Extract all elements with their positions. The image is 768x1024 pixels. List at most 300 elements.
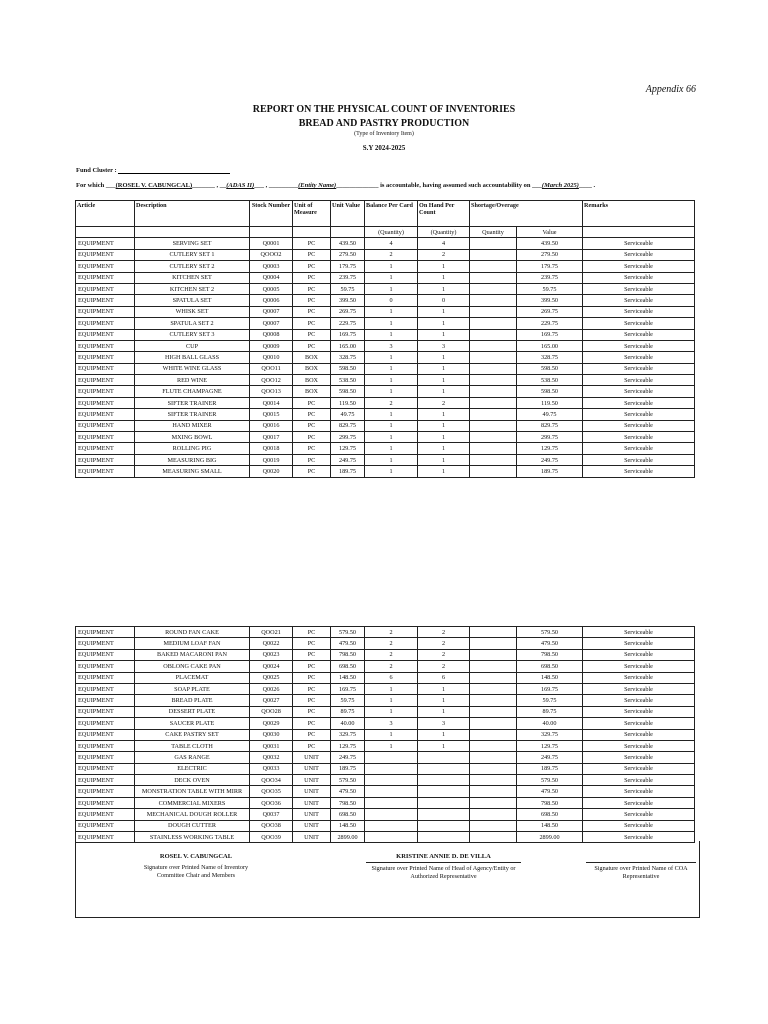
cell-description: CUTLERY SET 2 (135, 261, 250, 272)
subhead-quantity-plain: Quantity (470, 227, 517, 238)
subhead-quantity: (Quantity) (418, 227, 470, 238)
subhead-blank (583, 227, 695, 238)
cell-unit-value: 59.75 (331, 695, 365, 706)
cell-article: EQUIPMENT (76, 820, 135, 831)
cell-article: EQUIPMENT (76, 272, 135, 283)
cell-onhand-qty: 2 (418, 638, 470, 649)
cell-article: EQUIPMENT (76, 375, 135, 386)
cell-description: CUTLERY SET 3 (135, 329, 250, 340)
cell-description: SIFTER TRAINER (135, 397, 250, 408)
cell-stock-number: QOO38 (250, 820, 293, 831)
cell-description: CUTLERY SET 1 (135, 249, 250, 260)
cell-stock-number: QOO21 (250, 627, 293, 638)
cell-onhand-qty (418, 809, 470, 820)
cell-balance-qty: 3 (365, 340, 418, 351)
cell-shortage-value: 229.75 (517, 318, 583, 329)
cell-description: RED WINE (135, 375, 250, 386)
cell-shortage-value: 269.75 (517, 306, 583, 317)
cell-remarks: Serviceable (583, 318, 695, 329)
cell-balance-qty: 2 (365, 638, 418, 649)
th-article: Article (76, 201, 135, 227)
cell-unit: PC (293, 420, 331, 431)
cell-stock-number: Q0032 (250, 752, 293, 763)
cell-description: STAINLESS WORKING TABLE (135, 832, 250, 843)
cell-shortage-qty (470, 809, 517, 820)
th-onhand-label: On Hand Per Count (419, 202, 455, 216)
fund-cluster (76, 167, 230, 174)
cell-shortage-qty (470, 375, 517, 386)
cell-balance-qty: 1 (365, 683, 418, 694)
table-row (76, 306, 695, 317)
cell-remarks: Serviceable (583, 420, 695, 431)
cell-article: EQUIPMENT (76, 786, 135, 797)
cell-balance-qty: 1 (365, 306, 418, 317)
cell-stock-number: Q0015 (250, 409, 293, 420)
cell-article: EQUIPMENT (76, 238, 135, 249)
cell-article: EQUIPMENT (76, 775, 135, 786)
cell-balance-qty: 6 (365, 672, 418, 683)
cell-unit-value: 299.75 (331, 432, 365, 443)
cell-description: MEASURING BIG (135, 454, 250, 465)
cell-article: EQUIPMENT (76, 409, 135, 420)
cell-onhand-qty: 3 (418, 718, 470, 729)
cell-stock-number: Q0026 (250, 683, 293, 694)
cell-description: SIFTER TRAINER (135, 409, 250, 420)
cell-onhand-qty: 1 (418, 329, 470, 340)
cell-shortage-value: 439.50 (517, 238, 583, 249)
cell-unit-value: 148.50 (331, 820, 365, 831)
table-row (76, 295, 695, 306)
cell-balance-qty: 1 (365, 329, 418, 340)
cell-remarks: Serviceable (583, 797, 695, 808)
cell-shortage-value: 179.75 (517, 261, 583, 272)
cell-article: EQUIPMENT (76, 352, 135, 363)
cell-unit: BOX (293, 375, 331, 386)
cell-remarks: Serviceable (583, 306, 695, 317)
cell-description: MECHANICAL DOUGH ROLLER (135, 809, 250, 820)
cell-shortage-value: 479.50 (517, 786, 583, 797)
cell-shortage-value: 249.75 (517, 454, 583, 465)
cell-shortage-qty (470, 397, 517, 408)
cell-stock-number: Q0014 (250, 397, 293, 408)
cell-description: SERVING SET (135, 238, 250, 249)
cell-remarks: Serviceable (583, 386, 695, 397)
cell-onhand-qty: 2 (418, 649, 470, 660)
cell-remarks: Serviceable (583, 352, 695, 363)
cell-description: DESSERT PLATE (135, 706, 250, 717)
table-row (76, 420, 695, 431)
cell-article: EQUIPMENT (76, 763, 135, 774)
fw-sep1: _______ , __ (192, 182, 227, 189)
cell-balance-qty: 0 (365, 295, 418, 306)
report-subtitle: BREAD AND PASTRY PRODUCTION (298, 118, 470, 129)
cell-unit-value: 49.75 (331, 409, 365, 420)
cell-shortage-qty (470, 238, 517, 249)
cell-stock-number: Q0010 (250, 352, 293, 363)
cell-shortage-value: 189.75 (517, 763, 583, 774)
cell-description: WHITE WINE GLASS (135, 363, 250, 374)
cell-unit: PC (293, 340, 331, 351)
table-row (76, 672, 695, 683)
cell-remarks: Serviceable (583, 454, 695, 465)
cell-unit: BOX (293, 352, 331, 363)
cell-shortage-value: 299.75 (517, 432, 583, 443)
table-row (76, 786, 695, 797)
cell-onhand-qty: 4 (418, 238, 470, 249)
committee-chair-caption: Signature over Printed Name of Inventory Committee Chair and Members (143, 864, 249, 879)
cell-onhand-qty (418, 775, 470, 786)
cell-description: GAS RANGE (135, 752, 250, 763)
cell-shortage-qty (470, 661, 517, 672)
th-on-hand-per-count (418, 201, 470, 227)
cell-unit: PC (293, 272, 331, 283)
cell-shortage-qty (470, 672, 517, 683)
cell-remarks: Serviceable (583, 740, 695, 751)
cell-remarks: Serviceable (583, 272, 695, 283)
cell-stock-number: QOO36 (250, 797, 293, 808)
cell-unit: PC (293, 718, 331, 729)
cell-shortage-qty (470, 695, 517, 706)
cell-shortage-value: 59.75 (517, 283, 583, 294)
cell-stock-number: Q0007 (250, 318, 293, 329)
th-unit-value-label: Unit Value (332, 202, 361, 209)
cell-shortage-value: 698.50 (517, 661, 583, 672)
cell-onhand-qty: 1 (418, 352, 470, 363)
head-of-agency-caption: Signature over Printed Name of Head of Agency/Entity or Authorized Representative (366, 862, 521, 880)
fund-cluster-line (118, 167, 230, 174)
cell-balance-qty (365, 752, 418, 763)
cell-shortage-value: 239.75 (517, 272, 583, 283)
cell-onhand-qty (418, 797, 470, 808)
cell-shortage-value: 279.50 (517, 249, 583, 260)
cell-shortage-value: 698.50 (517, 809, 583, 820)
cell-remarks: Serviceable (583, 672, 695, 683)
cell-stock-number: QOO11 (250, 363, 293, 374)
cell-shortage-value: 129.75 (517, 740, 583, 751)
cell-balance-qty: 1 (365, 443, 418, 454)
cell-description: FLUTE CHAMPAGNE (135, 386, 250, 397)
cell-unit-value: 189.75 (331, 763, 365, 774)
cell-remarks: Serviceable (583, 638, 695, 649)
cell-remarks: Serviceable (583, 627, 695, 638)
cell-description: CAKE PASTRY SET (135, 729, 250, 740)
cell-unit-value: 479.50 (331, 786, 365, 797)
cell-remarks: Serviceable (583, 832, 695, 843)
cell-unit-value: 698.50 (331, 661, 365, 672)
cell-unit: PC (293, 638, 331, 649)
cell-unit-value: 538.50 (331, 375, 365, 386)
cell-unit-value: 279.50 (331, 249, 365, 260)
cell-stock-number: QOO13 (250, 386, 293, 397)
cell-shortage-value: 579.50 (517, 627, 583, 638)
cell-onhand-qty: 1 (418, 261, 470, 272)
table-row (76, 627, 695, 638)
cell-balance-qty: 1 (365, 454, 418, 465)
cell-shortage-qty (470, 249, 517, 260)
table-row (76, 272, 695, 283)
cell-stock-number: QOO39 (250, 832, 293, 843)
cell-description: WHISK SET (135, 306, 250, 317)
fw-date: (March 2025) (541, 182, 579, 189)
cell-remarks: Serviceable (583, 249, 695, 260)
cell-stock-number: Q0024 (250, 661, 293, 672)
table-row (76, 454, 695, 465)
subhead-value: Value (517, 227, 583, 238)
cell-unit-value: 129.75 (331, 740, 365, 751)
cell-onhand-qty: 1 (418, 466, 470, 477)
cell-remarks: Serviceable (583, 363, 695, 374)
cell-article: EQUIPMENT (76, 261, 135, 272)
table-row (76, 409, 695, 420)
cell-remarks: Serviceable (583, 706, 695, 717)
cell-shortage-value: 798.50 (517, 797, 583, 808)
cell-unit: UNIT (293, 752, 331, 763)
cell-onhand-qty: 0 (418, 295, 470, 306)
cell-remarks: Serviceable (583, 809, 695, 820)
cell-stock-number: Q0004 (250, 272, 293, 283)
cell-stock-number: Q0005 (250, 283, 293, 294)
cell-unit-value: 148.50 (331, 672, 365, 683)
table-row (76, 261, 695, 272)
cell-article: EQUIPMENT (76, 318, 135, 329)
cell-shortage-qty (470, 363, 517, 374)
cell-unit-value: 598.50 (331, 386, 365, 397)
cell-shortage-value: 169.75 (517, 329, 583, 340)
cell-onhand-qty (418, 763, 470, 774)
cell-balance-qty: 1 (365, 283, 418, 294)
table-row (76, 820, 695, 831)
cell-stock-number: Q0019 (250, 454, 293, 465)
cell-shortage-value: 399.50 (517, 295, 583, 306)
cell-unit: PC (293, 397, 331, 408)
cell-shortage-qty (470, 752, 517, 763)
cell-remarks: Serviceable (583, 443, 695, 454)
cell-shortage-value: 328.75 (517, 352, 583, 363)
cell-unit-value: 598.50 (331, 363, 365, 374)
cell-article: EQUIPMENT (76, 386, 135, 397)
cell-remarks: Serviceable (583, 397, 695, 408)
cell-description: KITCHEN SET 2 (135, 283, 250, 294)
cell-unit: PC (293, 706, 331, 717)
cell-article: EQUIPMENT (76, 752, 135, 763)
cell-balance-qty: 1 (365, 409, 418, 420)
cell-balance-qty: 1 (365, 432, 418, 443)
cell-unit-value: 169.75 (331, 329, 365, 340)
cell-balance-qty: 1 (365, 386, 418, 397)
cell-unit: PC (293, 409, 331, 420)
cell-article: EQUIPMENT (76, 729, 135, 740)
cell-unit: BOX (293, 386, 331, 397)
cell-balance-qty: 1 (365, 420, 418, 431)
cell-unit-value: 40.00 (331, 718, 365, 729)
cell-shortage-qty (470, 454, 517, 465)
th-stock-number-label: Stock Number (251, 202, 291, 209)
cell-stock-number: Q0022 (250, 638, 293, 649)
th-balance-label: Balance Per Card (366, 202, 413, 209)
cell-unit-value: 89.75 (331, 706, 365, 717)
cell-unit: UNIT (293, 820, 331, 831)
cell-shortage-qty (470, 763, 517, 774)
table-row (76, 386, 695, 397)
cell-shortage-value: 829.75 (517, 420, 583, 431)
table-row (76, 752, 695, 763)
cell-shortage-qty (470, 386, 517, 397)
cell-unit: PC (293, 466, 331, 477)
type-note: (Type of Inventory Item) (354, 131, 414, 137)
cell-shortage-value: 798.50 (517, 649, 583, 660)
cell-article: EQUIPMENT (76, 832, 135, 843)
table-row (76, 375, 695, 386)
cell-description: ELECTRIC (135, 763, 250, 774)
cell-shortage-value: 165.00 (517, 340, 583, 351)
cell-unit: PC (293, 695, 331, 706)
cell-balance-qty: 1 (365, 272, 418, 283)
cell-balance-qty (365, 775, 418, 786)
fw-middle: _____________ is accountable, having assumed such accountability on ___ (336, 182, 542, 189)
fund-cluster-label: Fund Cluster : (76, 167, 117, 174)
cell-remarks: Serviceable (583, 340, 695, 351)
cell-article: EQUIPMENT (76, 295, 135, 306)
cell-onhand-qty (418, 820, 470, 831)
table-row (76, 683, 695, 694)
subhead-blank (250, 227, 293, 238)
table-row (76, 318, 695, 329)
cell-article: EQUIPMENT (76, 466, 135, 477)
cell-remarks: Serviceable (583, 261, 695, 272)
cell-unit: PC (293, 729, 331, 740)
cell-shortage-qty (470, 740, 517, 751)
th-balance-per-card (365, 201, 418, 227)
cell-shortage-value: 598.50 (517, 386, 583, 397)
th-uom-label: Unit of Measure (294, 202, 317, 216)
cell-shortage-qty (470, 820, 517, 831)
cell-shortage-qty (470, 283, 517, 294)
cell-balance-qty: 1 (365, 363, 418, 374)
cell-shortage-value: 579.50 (517, 775, 583, 786)
cell-balance-qty: 1 (365, 706, 418, 717)
th-stock-number (250, 201, 293, 227)
fw-position: (ADAS II) (226, 182, 255, 189)
cell-unit: UNIT (293, 786, 331, 797)
cell-shortage-value: 189.75 (517, 466, 583, 477)
cell-onhand-qty: 1 (418, 306, 470, 317)
cell-remarks: Serviceable (583, 238, 695, 249)
fw-entity: (Entity Name) (298, 182, 337, 189)
cell-shortage-value: 59.75 (517, 695, 583, 706)
cell-remarks: Serviceable (583, 729, 695, 740)
cell-description: BREAD PLATE (135, 695, 250, 706)
cell-unit: PC (293, 443, 331, 454)
table-row (76, 809, 695, 820)
cell-shortage-qty (470, 352, 517, 363)
cell-onhand-qty: 1 (418, 375, 470, 386)
cell-remarks: Serviceable (583, 661, 695, 672)
cell-remarks: Serviceable (583, 295, 695, 306)
cell-article: EQUIPMENT (76, 649, 135, 660)
cell-stock-number: Q0008 (250, 329, 293, 340)
cell-onhand-qty: 1 (418, 706, 470, 717)
inventory-rows-page1 (76, 238, 695, 477)
cell-shortage-value: 169.75 (517, 683, 583, 694)
table-row (76, 340, 695, 351)
cell-description: CUP (135, 340, 250, 351)
cell-stock-number: Q0006 (250, 295, 293, 306)
cell-unit: PC (293, 740, 331, 751)
cell-shortage-qty (470, 627, 517, 638)
cell-article: EQUIPMENT (76, 420, 135, 431)
cell-onhand-qty: 1 (418, 432, 470, 443)
cell-balance-qty: 1 (365, 729, 418, 740)
table-row (76, 695, 695, 706)
cell-unit-value: 129.75 (331, 443, 365, 454)
cell-description: ROUND FAN CAKE (135, 627, 250, 638)
cell-description: HIGH BALL GLASS (135, 352, 250, 363)
cell-remarks: Serviceable (583, 752, 695, 763)
cell-description: SPATULA SET (135, 295, 250, 306)
subhead-blank (293, 227, 331, 238)
cell-onhand-qty: 2 (418, 397, 470, 408)
cell-stock-number: Q0016 (250, 420, 293, 431)
th-shortage-overage: Shortage/Overage (470, 201, 583, 227)
cell-stock-number: QOO34 (250, 775, 293, 786)
th-unit-of-measure (293, 201, 331, 227)
cell-description: MEDIUM LOAF FAN (135, 638, 250, 649)
cell-unit: PC (293, 432, 331, 443)
cell-balance-qty (365, 763, 418, 774)
cell-shortage-value: 89.75 (517, 706, 583, 717)
cell-shortage-qty (470, 318, 517, 329)
cell-description: MEASURING SMALL (135, 466, 250, 477)
cell-balance-qty: 1 (365, 261, 418, 272)
cell-unit-value: 798.50 (331, 649, 365, 660)
cell-remarks: Serviceable (583, 329, 695, 340)
cell-unit-value: 179.75 (331, 261, 365, 272)
cell-shortage-value: 249.75 (517, 752, 583, 763)
cell-article: EQUIPMENT (76, 809, 135, 820)
subhead-blank (76, 227, 135, 238)
cell-unit-value: 229.75 (331, 318, 365, 329)
cell-shortage-value: 2899.00 (517, 832, 583, 843)
cell-article: EQUIPMENT (76, 397, 135, 408)
table-row (76, 249, 695, 260)
cell-unit-value: 329.75 (331, 729, 365, 740)
signature-box (75, 841, 700, 918)
cell-unit: PC (293, 306, 331, 317)
cell-unit-value: 579.50 (331, 627, 365, 638)
cell-shortage-value: 49.75 (517, 409, 583, 420)
cell-balance-qty: 2 (365, 397, 418, 408)
cell-onhand-qty: 1 (418, 283, 470, 294)
cell-stock-number: Q0007 (250, 306, 293, 317)
cell-onhand-qty: 1 (418, 318, 470, 329)
cell-shortage-qty (470, 718, 517, 729)
cell-unit-value: 269.75 (331, 306, 365, 317)
cell-article: EQUIPMENT (76, 718, 135, 729)
cell-article: EQUIPMENT (76, 443, 135, 454)
cell-stock-number: Q0025 (250, 672, 293, 683)
cell-unit-value: 239.75 (331, 272, 365, 283)
cell-shortage-qty (470, 340, 517, 351)
cell-shortage-value: 538.50 (517, 375, 583, 386)
fw-sep2: ___ , _________ (254, 182, 299, 189)
fw-name: (ROSEL V. CABUNGCAL) (115, 182, 193, 189)
cell-unit: PC (293, 661, 331, 672)
cell-stock-number: Q0030 (250, 729, 293, 740)
accountability-statement (76, 182, 595, 189)
cell-remarks: Serviceable (583, 375, 695, 386)
cell-remarks: Serviceable (583, 466, 695, 477)
cell-description: TABLE CLOTH (135, 740, 250, 751)
